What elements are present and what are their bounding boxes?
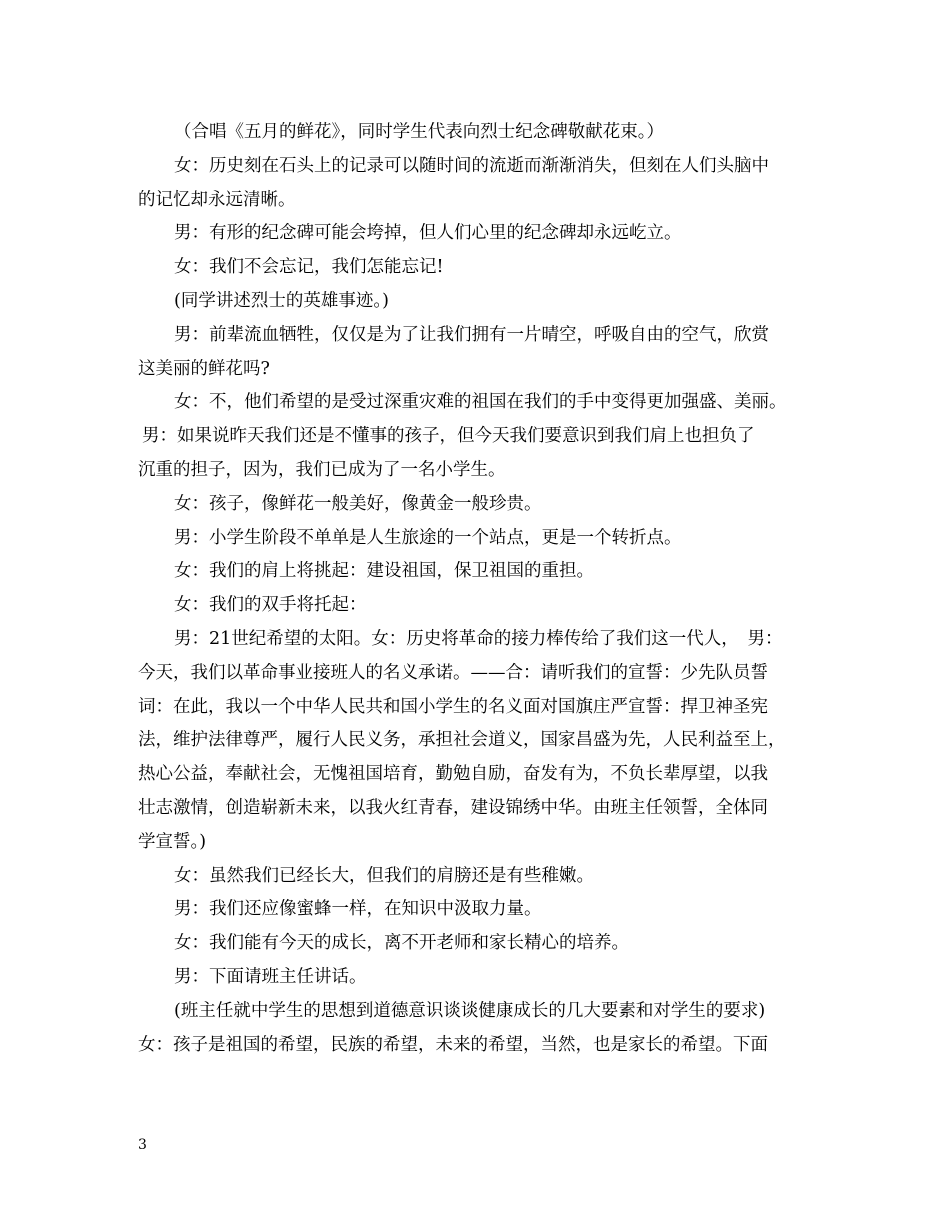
paragraph-line: 男：有形的纪念碑可能会垮掉，但人们心里的纪念碑却永远屹立。	[174, 223, 682, 244]
paragraph-line: 男：如果说昨天我们还是不懂事的孩子，但今天我们要意识到我们肩上也担负了	[142, 426, 755, 447]
page-number: 3	[138, 1137, 147, 1153]
paragraph-line: 词：在此，我以一个中华人民共和国小学生的名义面对国旗庄严宣誓：捍卫神圣宪	[138, 696, 768, 717]
paragraph-line: 男：前辈流血牺牲，仅仅是为了让我们拥有一片晴空，呼吸自由的空气，欣赏	[174, 324, 769, 345]
paragraph-line: 学宣誓。)	[138, 831, 207, 852]
paragraph-line: 女：我们的肩上将挑起：建设祖国，保卫祖国的重担。	[174, 561, 594, 582]
paragraph-line: 女：不，他们希望的是受过深重灾难的祖国在我们的手中变得更加强盛、美丽。	[174, 392, 787, 413]
paragraph-line: 女：我们的双手将托起：	[174, 595, 367, 616]
paragraph-line: (同学讲述烈士的英雄事迹。)	[174, 290, 389, 311]
paragraph-line: 女：孩子是祖国的希望，民族的希望，未来的希望，当然，也是家长的希望。下面	[138, 1034, 768, 1055]
paragraph-line: 沉重的担子，因为，我们已成为了一名小学生。	[138, 459, 506, 480]
paragraph-line: 热心公益，奉献社会，无愧祖国培育，勤勉自励，奋发有为，不负长辈厚望，以我	[138, 764, 768, 785]
paragraph-line: 女：我们能有今天的成长，离不开老师和家长精心的培养。	[174, 933, 629, 954]
paragraph-line: 壮志激情，创造崭新未来，以我火红青春，建设锦绣中华。由班主任领誓，全体同	[138, 797, 768, 818]
paragraph-line: 女：虽然我们已经长大，但我们的肩膀还是有些稚嫩。	[174, 865, 594, 886]
paragraph-line: 的记忆却永远清晰。	[138, 189, 296, 210]
paragraph-line: 女：孩子，像鲜花一般美好，像黄金一般珍贵。	[174, 493, 542, 514]
paragraph-line: 男：21世纪希望的太阳。女：历史将革命的接力棒传给了我们这一代人， 男：	[174, 628, 783, 649]
paragraph-line: 法，维护法律尊严，履行人民义务，承担社会道义，国家昌盛为先，人民利益至上，	[138, 730, 786, 751]
paragraph-line: 男：我们还应像蜜蜂一样，在知识中汲取力量。	[174, 899, 542, 920]
paragraph-line: 男：小学生阶段不单单是人生旅途的一个站点，更是一个转折点。	[174, 527, 682, 548]
paragraph-line: 这美丽的鲜花吗?	[138, 358, 270, 379]
paragraph-line: 男：下面请班主任讲话。	[174, 966, 367, 987]
paragraph-line: (班主任就中学生的思想到道德意识谈谈健康成长的几大要素和对学生的要求)	[174, 1000, 766, 1021]
paragraph-line: 女：我们不会忘记，我们怎能忘记!	[174, 257, 444, 278]
paragraph-line: 女：历史刻在石头上的记录可以随时间的流逝而渐渐消失，但刻在人们头脑中	[174, 155, 769, 176]
paragraph-line: （合唱《五月的鲜花》，同时学生代表向烈士纪念碑敬献花束。）	[174, 122, 664, 142]
paragraph-line: 今天，我们以革命事业接班人的名义承诺。——合：请听我们的宣誓：少先队员誓	[138, 662, 768, 683]
document-body	[138, 116, 828, 1062]
